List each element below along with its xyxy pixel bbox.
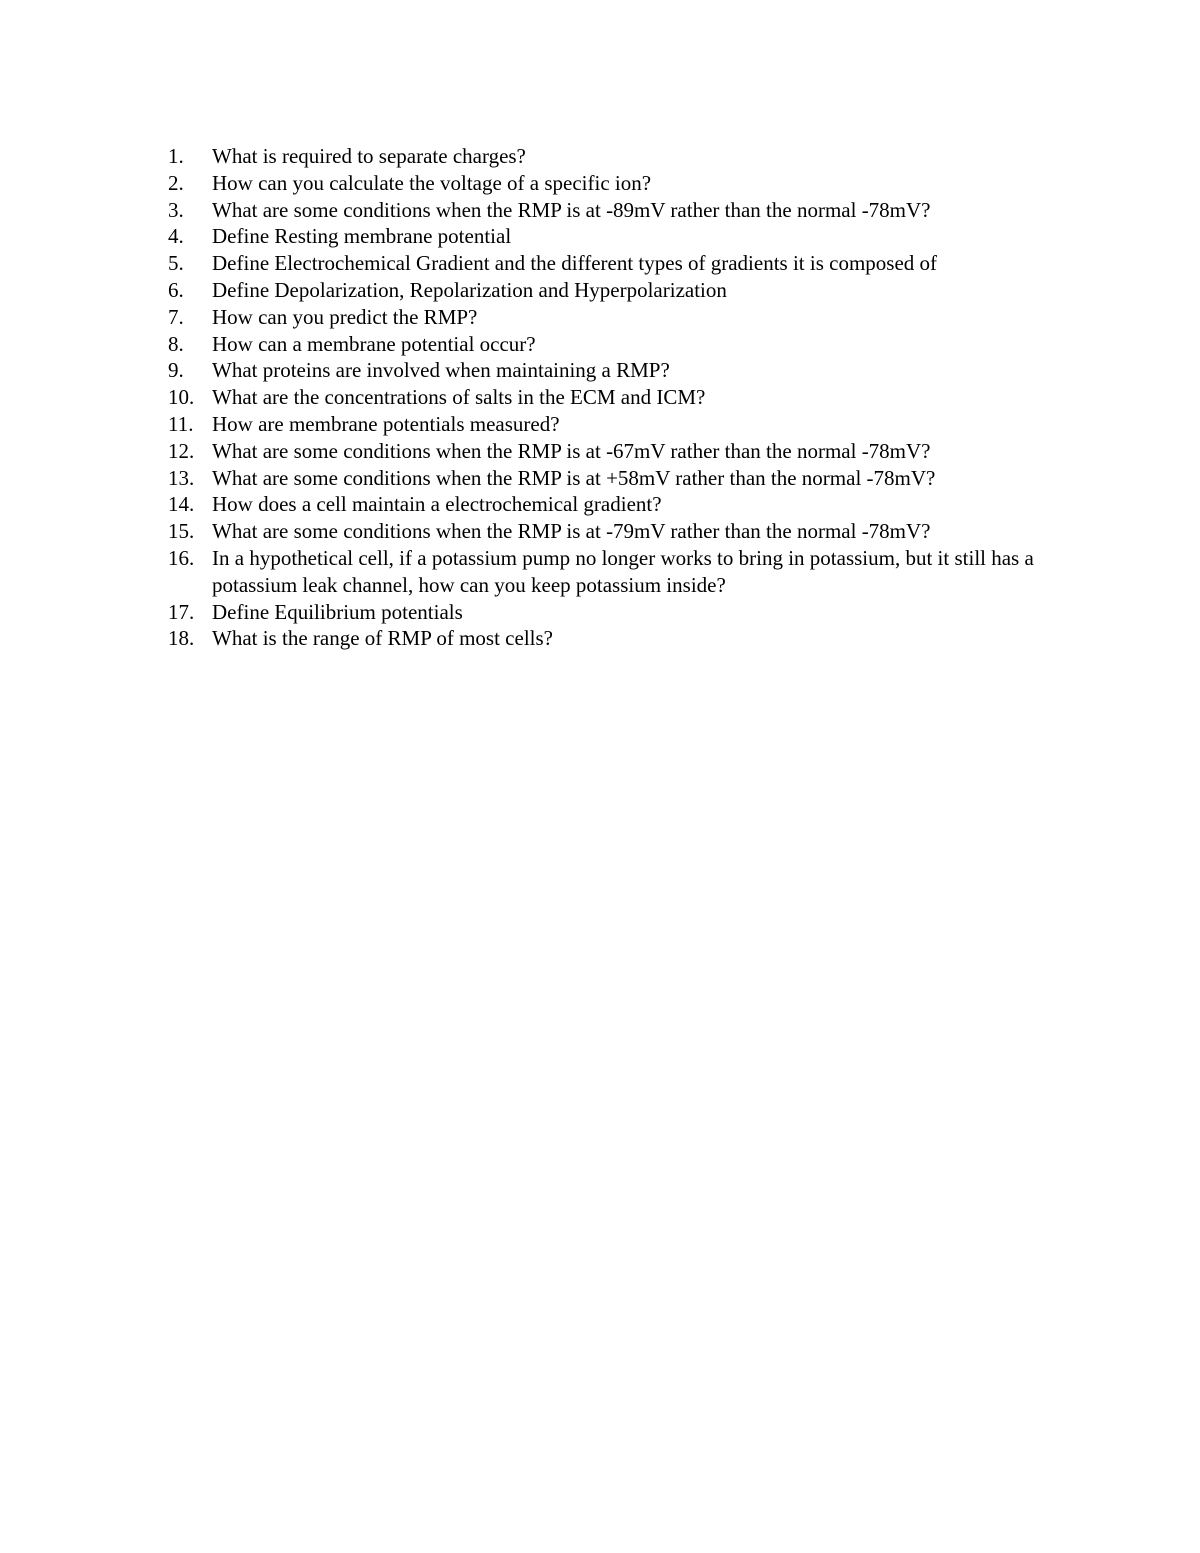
question-item <box>168 250 1048 277</box>
question-number: 2. <box>168 170 184 195</box>
question-number: 7. <box>168 304 184 329</box>
question-text: Define Electrochemical Gradient and the different types of gradients it is composed of <box>212 251 938 276</box>
question-text: Define Resting membrane potential <box>212 224 512 249</box>
question-item <box>168 411 1048 438</box>
question-item <box>168 465 1048 492</box>
question-item <box>168 438 1048 465</box>
question-item <box>168 304 1048 331</box>
question-number: 4. <box>168 224 184 249</box>
question-text: What is required to separate charges? <box>212 144 526 168</box>
question-item <box>168 491 1048 518</box>
question-text: How does a cell maintain a electrochemical gradient? <box>212 492 662 517</box>
question-item <box>168 197 1048 224</box>
question-item <box>168 384 1048 411</box>
question-number: 17. <box>168 599 195 624</box>
question-number: 11. <box>168 411 194 436</box>
question-text: What proteins are involved when maintaining a RMP? <box>212 358 670 383</box>
question-item <box>168 518 1048 545</box>
question-item <box>168 331 1048 358</box>
question-number: 16. <box>168 545 195 570</box>
question-text: How can you predict the RMP? <box>212 304 478 329</box>
question-number: 8. <box>168 331 184 356</box>
question-item <box>168 599 1048 626</box>
question-number: 3. <box>168 197 184 222</box>
question-item <box>168 625 1048 652</box>
question-number: 15. <box>168 519 195 544</box>
question-text: What are some conditions when the RMP is at -79mV rather than the normal -78mV? <box>212 519 931 544</box>
question-number: 13. <box>168 465 195 490</box>
question-item <box>168 143 1048 170</box>
question-text: What are some conditions when the RMP is at +58mV rather than the normal -78mV? <box>212 465 936 490</box>
question-text: How can a membrane potential occur? <box>212 331 536 356</box>
question-item <box>168 545 1048 599</box>
question-text: What is the range of RMP of most cells? <box>212 626 553 651</box>
question-text: In a hypothetical cell, if a potassium pump no longer works to bring in potassium, but it still has a potassium leak channel, how can you keep potassium inside? <box>212 545 1034 597</box>
question-item <box>168 277 1048 304</box>
question-number: 18. <box>168 626 195 651</box>
question-text: What are some conditions when the RMP is at -67mV rather than the normal -78mV? <box>212 438 931 463</box>
question-text: Define Equilibrium potentials <box>212 599 463 624</box>
question-item <box>168 357 1048 384</box>
question-number: 9. <box>168 358 184 383</box>
question-number: 6. <box>168 277 184 302</box>
question-text: How can you calculate the voltage of a specific ion? <box>212 170 652 195</box>
question-list <box>168 143 1048 652</box>
question-number: 1. <box>168 144 184 168</box>
question-number: 14. <box>168 492 195 517</box>
question-text: Define Depolarization, Repolarization and Hyperpolarization <box>212 277 727 302</box>
question-text: How are membrane potentials measured? <box>212 411 560 436</box>
question-text: What are some conditions when the RMP is at -89mV rather than the normal -78mV? <box>212 197 931 222</box>
question-text: What are the concentrations of salts in the ECM and ICM? <box>212 385 706 410</box>
question-item <box>168 170 1048 197</box>
question-number: 10. <box>168 385 195 410</box>
question-item <box>168 223 1048 250</box>
question-number: 5. <box>168 251 184 276</box>
question-number: 12. <box>168 438 195 463</box>
